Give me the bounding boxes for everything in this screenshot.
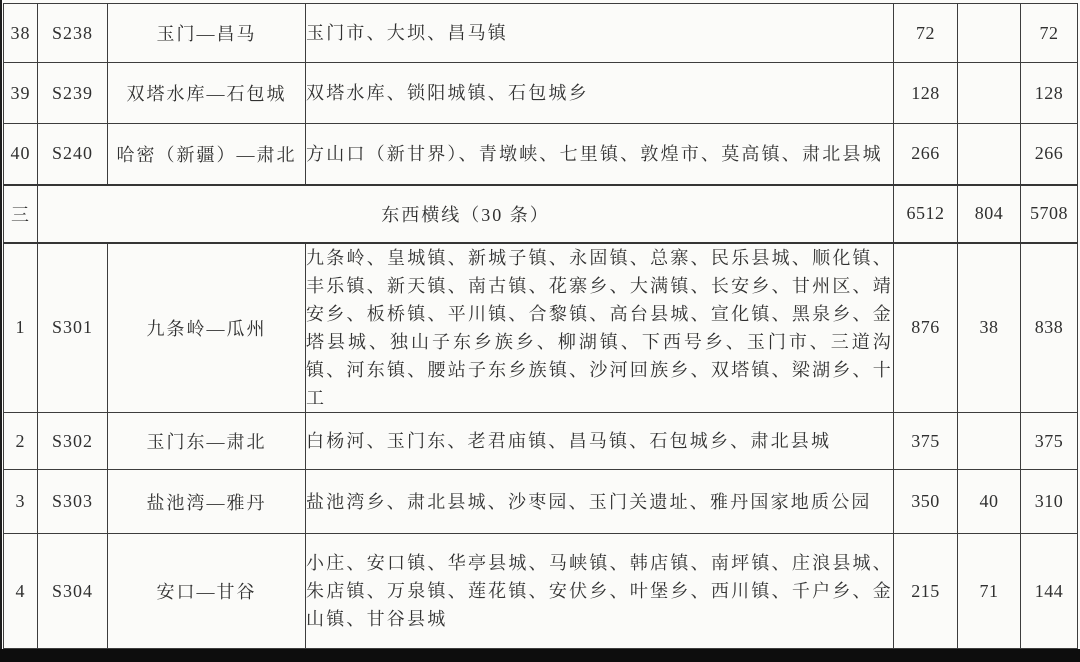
route-name-cell: 九条岭—瓜州 [108, 243, 306, 413]
row-number-cell: 4 [4, 534, 38, 649]
road-code-cell: S239 [38, 63, 108, 124]
mileage-cell [958, 4, 1021, 63]
table-row [4, 470, 1078, 534]
mileage-cell: 40 [958, 470, 1021, 534]
route-description-cell: 方山口（新甘界）、青墩峡、七里镇、敦煌市、莫高镇、肃北县城 [306, 124, 894, 185]
road-code-cell: S240 [38, 124, 108, 185]
mileage-cell: 72 [894, 4, 958, 63]
road-code-cell: S301 [38, 243, 108, 413]
route-name-cell: 哈密（新疆）—肃北 [108, 124, 306, 185]
row-number-cell: 39 [4, 63, 38, 124]
mileage-cell: 876 [894, 243, 958, 413]
mileage-cell: 310 [1021, 470, 1078, 534]
route-name-cell: 安口—甘谷 [108, 534, 306, 649]
mileage-cell [958, 124, 1021, 185]
mileage-cell: 266 [1021, 124, 1078, 185]
mileage-cell: 144 [1021, 534, 1078, 649]
mileage-cell: 375 [1021, 413, 1078, 470]
route-name-cell: 玉门—昌马 [108, 4, 306, 63]
section-number-cell: 三 [4, 185, 38, 243]
route-description-cell: 九条岭、皇城镇、新城子镇、永固镇、总寨、民乐县城、顺化镇、丰乐镇、新天镇、南古镇、花寨乡、大满镇、长安乡、甘州区、靖安乡、板桥镇、平川镇、合黎镇、高台县城、宣化镇、黑泉乡、金塔县城、独山子东乡族乡、柳湖镇、下西号乡、玉门市、三道沟镇、河东镇、腰站子东乡族镇、沙河回族乡、双塔镇、梁湖乡、十工 [306, 243, 894, 413]
row-number-cell: 3 [4, 470, 38, 534]
road-code-cell: S238 [38, 4, 108, 63]
mileage-cell: 215 [894, 534, 958, 649]
section-row [4, 185, 1078, 243]
table-row [4, 413, 1078, 470]
mileage-cell: 375 [894, 413, 958, 470]
page-left-edge [0, 0, 2, 662]
mileage-cell: 128 [894, 63, 958, 124]
route-description-cell: 双塔水库、锁阳城镇、石包城乡 [306, 63, 894, 124]
table-row [4, 63, 1078, 124]
mileage-cell: 6512 [894, 185, 958, 243]
mileage-cell: 72 [1021, 4, 1078, 63]
table-row [4, 243, 1078, 413]
route-table [3, 3, 1078, 649]
route-description-cell: 白杨河、玉门东、老君庙镇、昌马镇、石包城乡、肃北县城 [306, 413, 894, 470]
mileage-cell: 838 [1021, 243, 1078, 413]
table-row [4, 4, 1078, 63]
section-title-cell: 东西横线（30 条） [38, 185, 894, 243]
road-code-cell: S303 [38, 470, 108, 534]
mileage-cell: 804 [958, 185, 1021, 243]
page-bottom-edge [0, 649, 1080, 662]
road-code-cell: S302 [38, 413, 108, 470]
mileage-cell [958, 413, 1021, 470]
route-description-cell: 小庄、安口镇、华亭县城、马峡镇、韩店镇、南坪镇、庄浪县城、朱店镇、万泉镇、莲花镇、安伏乡、叶堡乡、西川镇、千户乡、金山镇、甘谷县城 [306, 534, 894, 649]
route-name-cell: 盐池湾—雅丹 [108, 470, 306, 534]
mileage-cell: 266 [894, 124, 958, 185]
route-description-cell: 盐池湾乡、肃北县城、沙枣园、玉门关遗址、雅丹国家地质公园 [306, 470, 894, 534]
mileage-cell: 5708 [1021, 185, 1078, 243]
row-number-cell: 38 [4, 4, 38, 63]
mileage-cell: 128 [1021, 63, 1078, 124]
route-name-cell: 玉门东—肃北 [108, 413, 306, 470]
row-number-cell: 2 [4, 413, 38, 470]
route-name-cell: 双塔水库—石包城 [108, 63, 306, 124]
mileage-cell: 38 [958, 243, 1021, 413]
mileage-cell: 350 [894, 470, 958, 534]
mileage-cell [958, 63, 1021, 124]
road-code-cell: S304 [38, 534, 108, 649]
table-row [4, 534, 1078, 649]
mileage-cell: 71 [958, 534, 1021, 649]
table-row [4, 124, 1078, 185]
row-number-cell: 40 [4, 124, 38, 185]
route-description-cell: 玉门市、大坝、昌马镇 [306, 4, 894, 63]
row-number-cell: 1 [4, 243, 38, 413]
